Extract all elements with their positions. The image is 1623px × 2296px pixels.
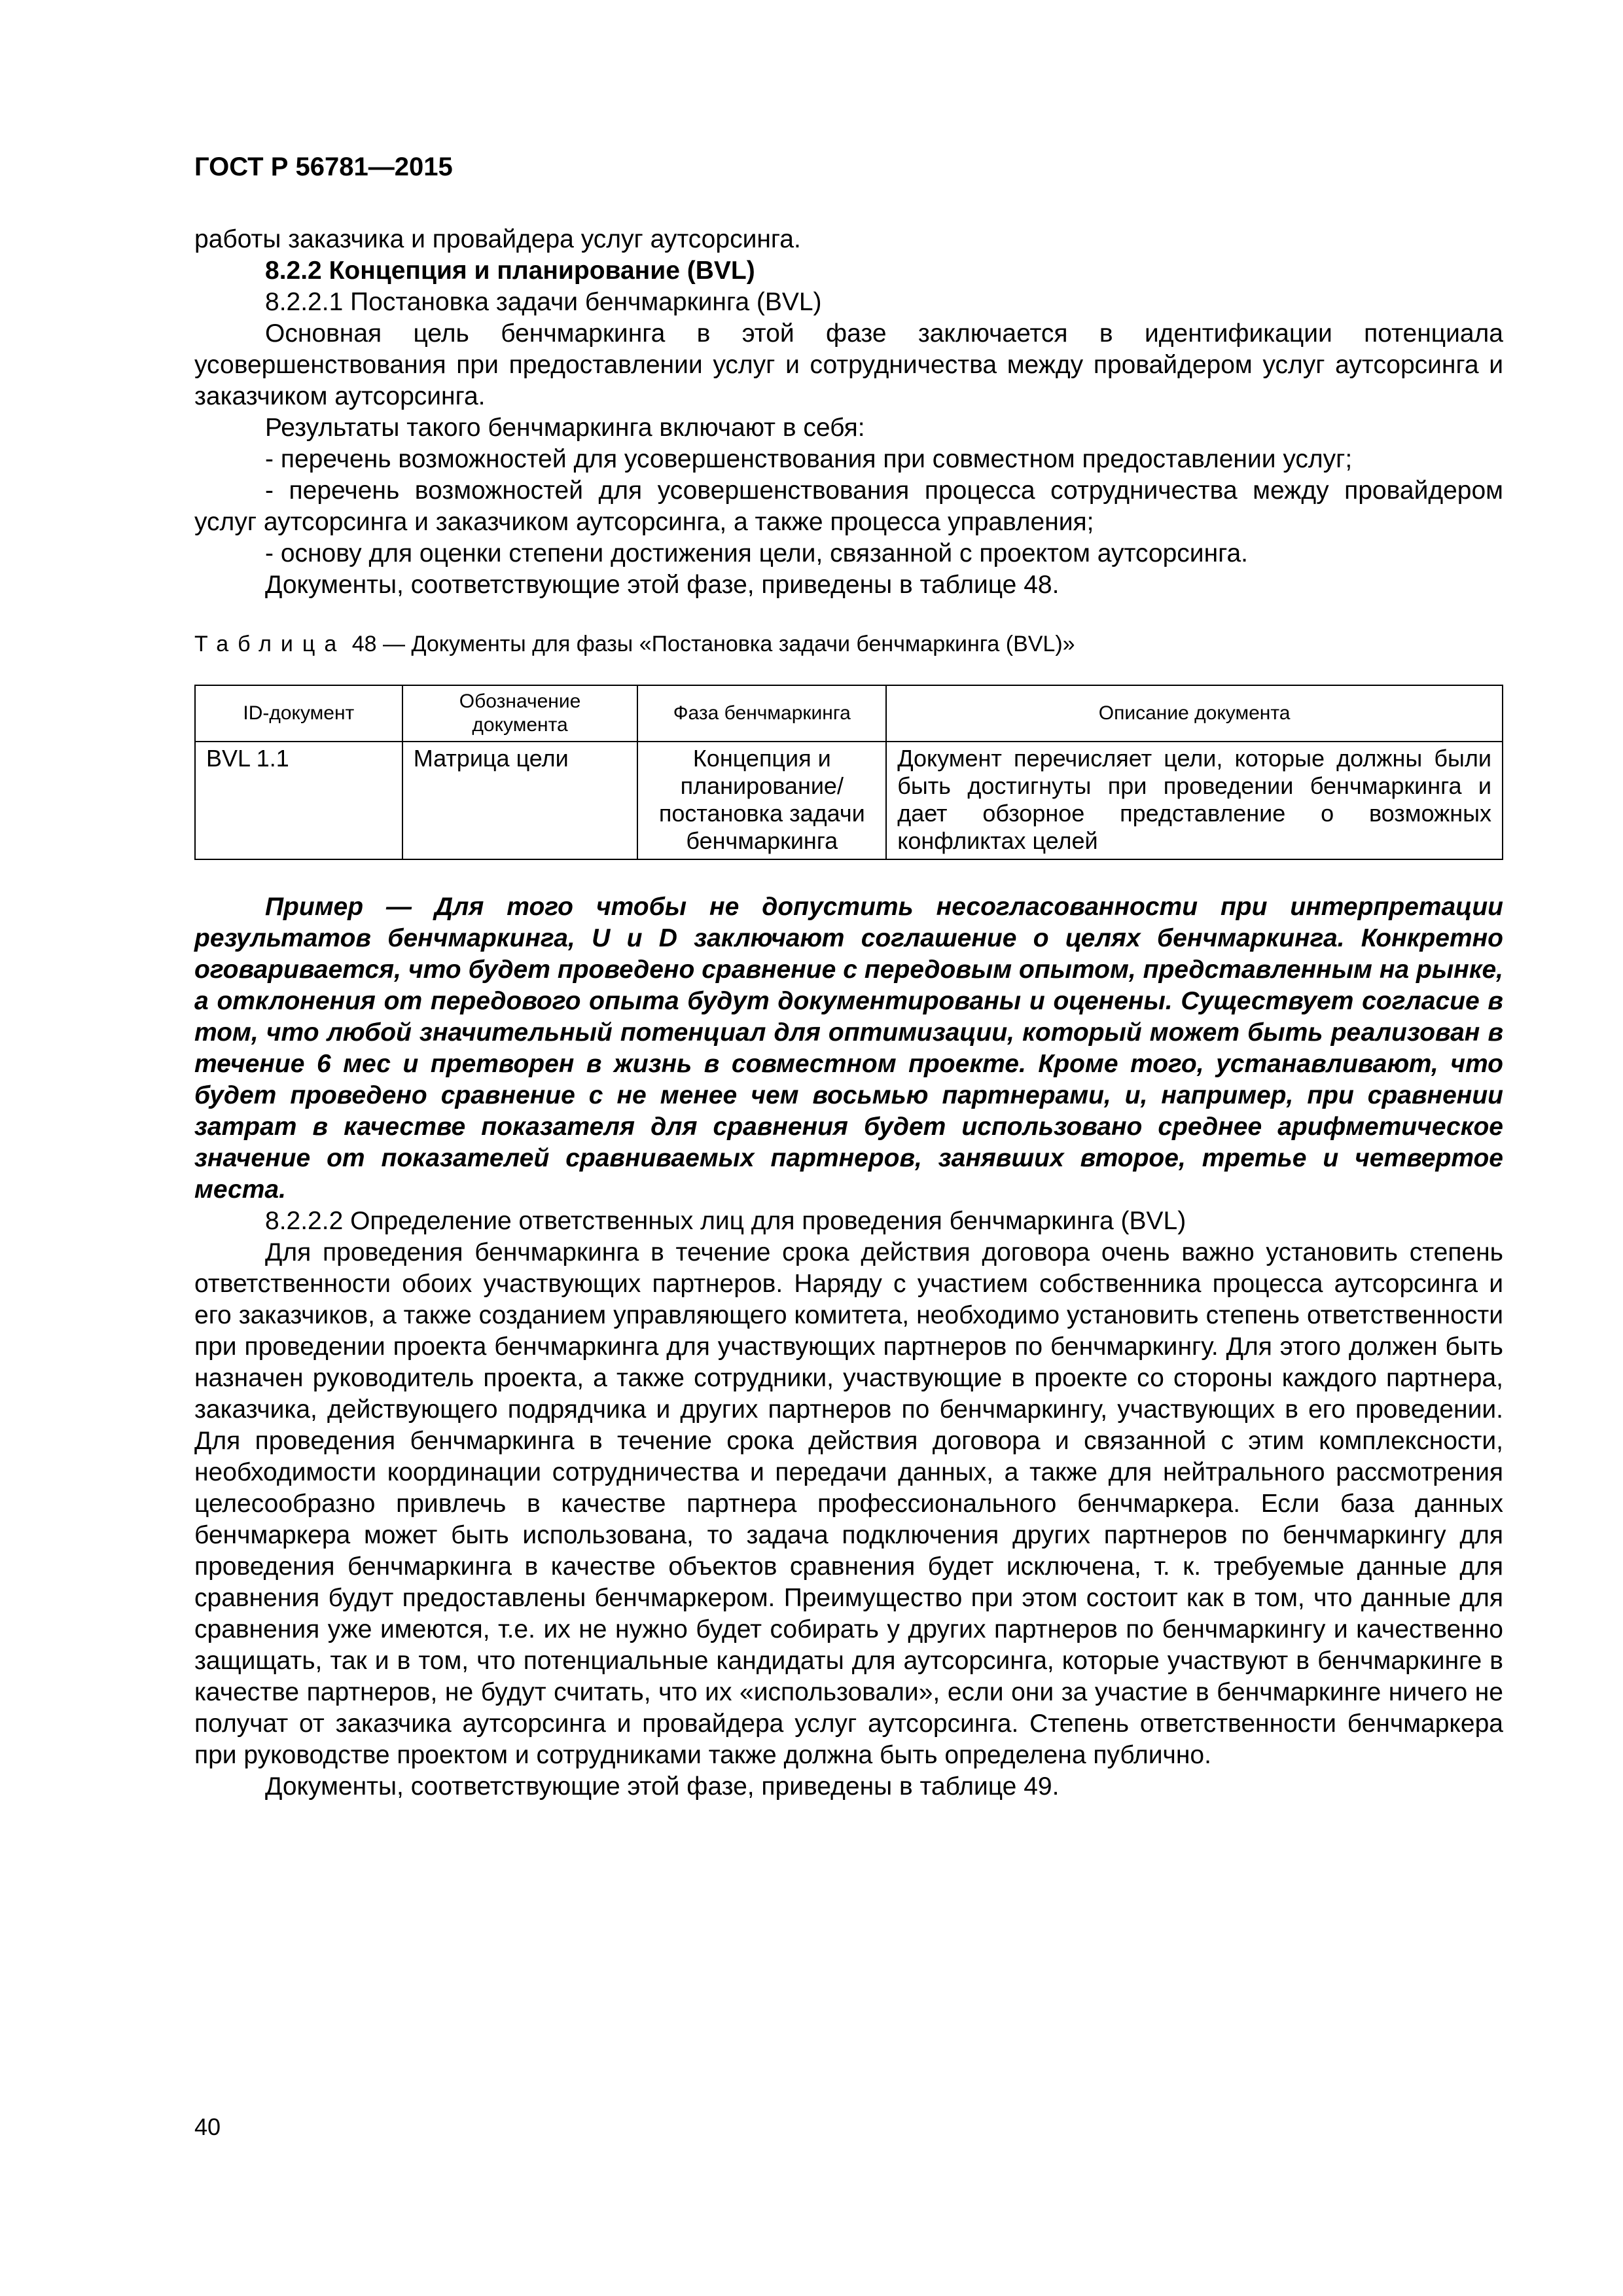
paragraph-continuation: работы заказчика и провайдера услуг аутсорсинга. [194, 225, 801, 253]
paragraph-table-ref: Документы, соответствующие этой фазе, приведены в таблице 48. [265, 571, 1060, 599]
table-header-cell: Обозначение документа [402, 685, 638, 742]
table-cell-name: Матрица цели [402, 742, 638, 859]
table-header-cell: ID-документ [195, 685, 402, 742]
section-heading-822: 8.2.2 Концепция и планирование (BVL) [265, 257, 755, 285]
document-header: ГОСТ Р 56781—2015 [194, 152, 453, 181]
table-caption-text: 48 — Документы для фазы «Постановка задачи бенчмаркинга (BVL)» [346, 632, 1075, 656]
document-page [194, 151, 1503, 1803]
table-header-row [195, 685, 1503, 742]
table-cell-description: Документ перечисляет цели, которые должны были быть достигнуты при проведении бенчмаркинга и дает обзорное представление о возможных конфликтах целей [886, 742, 1503, 859]
paragraph-responsibility: Для проведения бенчмаркинга в течение срока действия договора очень важно установить степень ответственности обоих участвующих партнеров. Наряду с участием собственника процесса аутсорсинга и его заказчиков, а также созданием управляющего комитета, необходимо установить степень ответственности при проведении проекта бенчмаркинга для участвующих партнеров по бенчмаркингу. Для этого должен быть назначен руководитель проекта, а также сотрудники, участвующие в проекте со стороны каждого партнера, заказчика, действующего подрядчика и других партнеров по бенчмаркингу, участвующих в его проведении. Для проведения бенчмаркинга в течение срока действия договора и связанной с этим комплексности, необходимости координации сотрудничества и передачи данных, а также для нейтрального рассмотрения целесообразно привлечь в качестве партнера профессионального бенчмаркера. Если база данных бенчмаркера может быть использована, то задача подключения других партнеров по бенчмаркингу для проведения бенчмаркинга в качестве объектов сравнения будет исключена, т. к. требуемые данные для сравнения будут предоставлены бенчмаркером. Преимущество при этом состоит как в том, что данные для сравнения уже имеются, т.е. их не нужно будет собирать у других партнеров по бенчмаркингу и качественно защищать, так и в том, что потенциальные кандидаты для аутсорсинга, которые участвуют в бенчмаркинге в качестве партнеров, не будут считать, что их «использовали», если они за участие в бенчмаркинге ничего не получат от заказчика аутсорсинга и провайдера услуг аутсорсинга. Степень ответственности бенчмаркера при руководстве проектом и сотрудниками также должна быть определена публично. [194, 1238, 1503, 1769]
list-item: - перечень возможностей для усовершенствования при совместном предоставлении услуг; [265, 445, 1353, 473]
table-row [195, 742, 1503, 859]
page-number: 40 [194, 2113, 221, 2140]
table-header-cell: Фаза бенчмаркинга [637, 685, 886, 742]
documents-table [194, 685, 1503, 860]
example-note: Пример — Для того чтобы не допустить несогласованности при интерпретации результатов бенчмаркинга, U и D заключают соглашение о целях бенчмаркинга. Конкретно оговаривается, что будет проведено сравнение с передовым опытом, представленным на рынке, а отклонения от передового опыта будут документированы и оценены. Существует согласие в том, что любой значительный потенциал для оптимизации, который может быть реализован в течение 6 мес и претворен в жизнь в совместном проекте. Кроме того, устанавливают, что будет проведено сравнение с не менее чем восьмью партнерами, и, например, при сравнении затрат в качестве показателя для сравнения будет использовано среднее арифметическое значение от показателей сравниваемых партнеров, занявших второе, третье и четвертое места. [194, 893, 1503, 1204]
list-item: - основу для оценки степени достижения цели, связанной с проектом аутсорсинга. [265, 539, 1248, 567]
table-cell-phase: Концепция и планирование/ постановка задачи бенчмаркинга [637, 742, 886, 859]
paragraph-goal: Основная цель бенчмаркинга в этой фазе заключается в идентификации потенциала усовершенствования при предоставлении услуг и сотрудничества между провайдером услуг аутсорсинга и заказчиком аутсорсинга. [194, 319, 1503, 410]
paragraph-results-intro: Результаты такого бенчмаркинга включают в себя: [265, 414, 865, 442]
table-caption-label: Таблица [194, 632, 346, 656]
subsection-heading-8222: 8.2.2.2 Определение ответственных лиц для проведения бенчмаркинга (BVL) [265, 1207, 1186, 1235]
table-header-cell: Описание документа [886, 685, 1503, 742]
list-item: - перечень возможностей для усовершенствования процесса сотрудничества между провайдером услуг аутсорсинга и заказчиком аутсорсинга, а также процесса управления; [194, 476, 1503, 536]
table-cell-id: BVL 1.1 [195, 742, 402, 859]
subsection-heading-8221: 8.2.2.1 Постановка задачи бенчмаркинга (BVL) [265, 288, 822, 316]
paragraph-table-ref-49: Документы, соответствующие этой фазе, приведены в таблице 49. [265, 1772, 1060, 1801]
table-caption [194, 630, 1503, 658]
